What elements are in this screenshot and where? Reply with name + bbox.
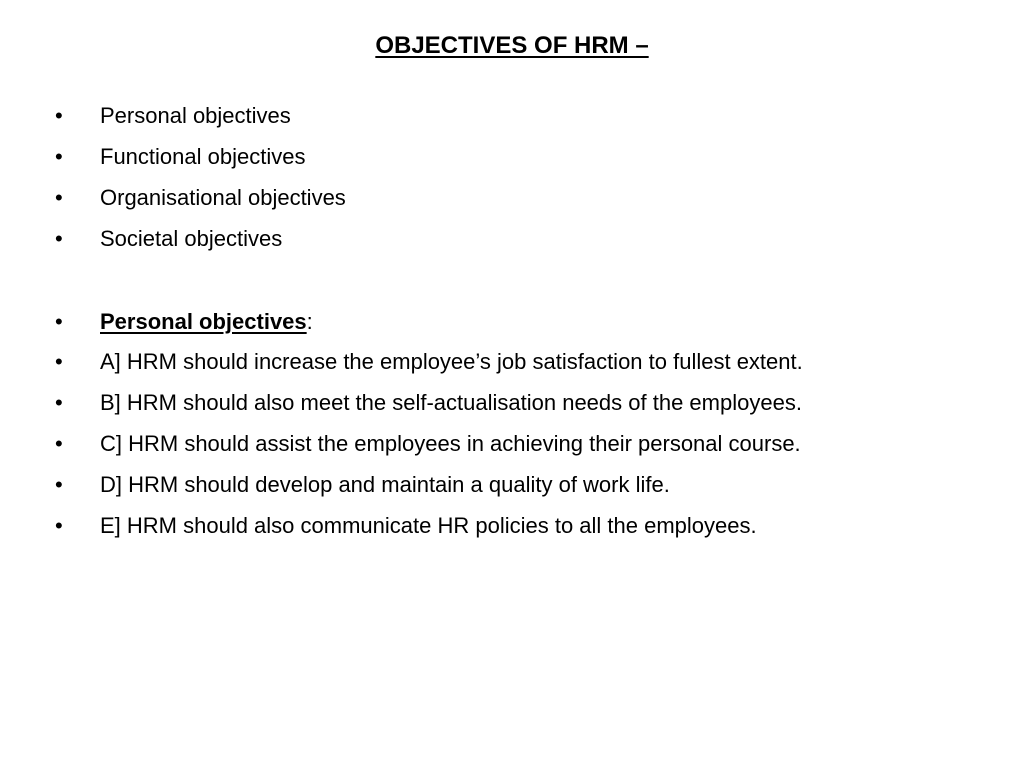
bullet-icon: •: [55, 513, 63, 538]
section-heading-suffix: :: [306, 309, 313, 334]
bullet-icon: •: [55, 103, 63, 128]
bullet-icon: •: [55, 431, 63, 456]
bullet-icon: •: [55, 185, 63, 210]
list-item-text: Societal objectives: [100, 226, 283, 251]
slide-title: [0, 26, 1024, 66]
bullet-icon: •: [55, 390, 63, 415]
list-item: [55, 467, 995, 503]
list-item: [55, 508, 995, 544]
section-heading: [55, 304, 995, 340]
list-item: [55, 180, 995, 216]
bullet-icon: •: [55, 349, 63, 374]
list-item-text: E] HRM should also communicate HR policies to all the employees.: [100, 513, 757, 538]
list-item: [55, 221, 995, 257]
section-heading-text: [100, 304, 313, 340]
list-item-text: Organisational objectives: [100, 185, 346, 210]
list-item-text: Functional objectives: [100, 144, 306, 169]
bullet-icon: •: [55, 472, 63, 497]
list-item: [55, 139, 995, 175]
list-item: [55, 344, 995, 380]
list-item: [55, 426, 995, 462]
bullet-icon: •: [55, 144, 63, 169]
list-item-text: A] HRM should increase the employee’s job satisfaction to fullest extent.: [100, 349, 803, 374]
bullet-icon: •: [55, 226, 63, 251]
list-item: [55, 385, 995, 421]
list-item: [55, 98, 995, 134]
list-item-text: D] HRM should develop and maintain a quality of work life.: [100, 472, 670, 497]
bullet-icon: •: [55, 309, 63, 334]
section-heading-label: Personal objectives: [100, 309, 307, 334]
list-item-text: B] HRM should also meet the self-actualisation needs of the employees.: [100, 390, 802, 415]
list-item-text: Personal objectives: [100, 103, 291, 128]
list-item-text: C] HRM should assist the employees in achieving their personal course.: [100, 431, 801, 456]
slide-title-text: OBJECTIVES OF HRM –: [375, 32, 649, 59]
